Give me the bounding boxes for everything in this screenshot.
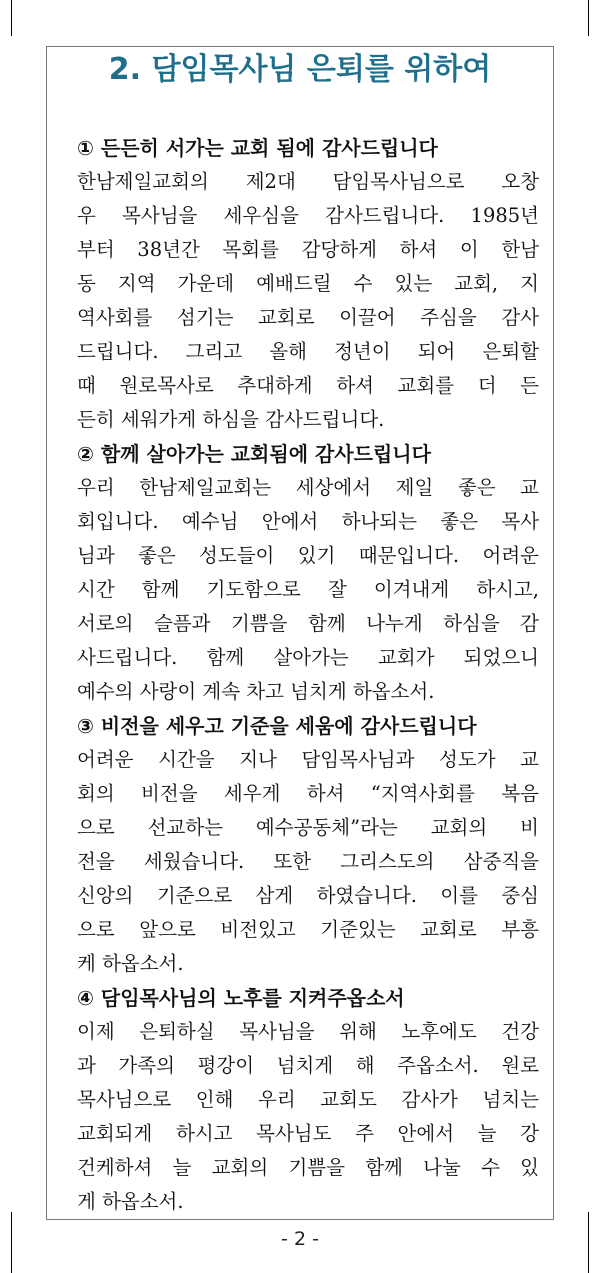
section-heading: ① 든든히 서가는 교회 됨에 감사드립니다: [77, 136, 438, 160]
text-line: 어려운 시간을 지나 담임목사님과 성도가 교: [77, 748, 539, 771]
text-line: 케 하옵소서.: [77, 952, 184, 975]
text-line: 회입니다. 예수님 안에서 하나되는 좋은 목사: [77, 510, 539, 533]
text-line: 우 목사님을 세우심을 감사드립니다. 1985년: [77, 204, 539, 227]
text-line: 님과 좋은 성도들이 있기 때문입니다. 어려운: [77, 544, 539, 567]
prayer-content: [77, 131, 539, 1219]
section-paragraph: [77, 1015, 539, 1219]
section-1: [77, 131, 539, 437]
section-paragraph: [77, 471, 539, 709]
text-line: 동 지역 가운데 예배드릴 수 있는 교회, 지: [77, 272, 539, 295]
text-line: 부터 38년간 목회를 감당하게 하셔 이 한남: [77, 238, 539, 261]
crop-mark-top-right: [588, 0, 589, 36]
text-line: 목사님으로 인해 우리 교회도 감사가 넘치는: [77, 1088, 539, 1111]
text-line: 과 가족의 평강이 넘치게 해 주옵소서. 원로: [77, 1054, 539, 1077]
text-line: 으로 앞으로 비전있고 기준있는 교회로 부흥: [77, 918, 539, 941]
text-line: 서로의 슬픔과 기쁨을 함께 나누게 하심을 감: [77, 612, 539, 635]
section-4: [77, 981, 539, 1219]
text-line: 게 하옵소서.: [77, 1190, 184, 1213]
text-line: 든히 세워가게 하심을 감사드립니다.: [77, 408, 385, 431]
section-paragraph: [77, 743, 539, 981]
text-line: 때 원로목사로 추대하게 하셔 교회를 더 든: [77, 374, 539, 397]
text-line: 시간 함께 기도함으로 잘 이겨내게 하시고,: [77, 578, 539, 601]
page-title: 2. 담임목사님 은퇴를 위하여: [108, 52, 492, 87]
text-line: 사드립니다. 함께 살아가는 교회가 되었으니: [77, 646, 539, 669]
text-line: 교회되게 하시고 목사님도 주 안에서 늘 강: [77, 1122, 539, 1145]
section-heading: ② 함께 살아가는 교회됨에 감사드립니다: [77, 442, 431, 466]
section-3: [77, 709, 539, 981]
text-line: 드립니다. 그리고 올해 정년이 되어 은퇴할: [77, 340, 539, 363]
text-line: 으로 선교하는 예수공동체”라는 교회의 비: [77, 816, 539, 839]
crop-mark-top-left: [11, 0, 12, 36]
text-line: 회의 비전을 세우게 하셔 “지역사회를 복음: [77, 782, 539, 805]
page-frame: [46, 46, 554, 1220]
text-line: 신앙의 기준으로 삼게 하였습니다. 이를 중심: [77, 884, 539, 907]
text-line: 전을 세웠습니다. 또한 그리스도의 삼중직을: [77, 850, 539, 873]
section-heading: ③ 비전을 세우고 기준을 세움에 감사드립니다: [77, 714, 477, 738]
section-paragraph: [77, 165, 539, 437]
text-line: 예수의 사랑이 계속 차고 넘치게 하옵소서.: [77, 680, 435, 703]
text-line: 이제 은퇴하실 목사님을 위해 노후에도 건강: [77, 1020, 539, 1043]
text-line: 우리 한남제일교회는 세상에서 제일 좋은 교: [77, 476, 539, 499]
text-line: 역사회를 섬기는 교회로 이끌어 주심을 감사: [77, 306, 539, 329]
section-2: [77, 437, 539, 709]
section-heading: ④ 담임목사님의 노후를 지켜주옵소서: [77, 986, 405, 1010]
text-line: 건케하셔 늘 교회의 기쁨을 함께 나눌 수 있: [77, 1156, 539, 1179]
text-line: 한남제일교회의 제2대 담임목사님으로 오창: [77, 170, 539, 193]
page-number: - 2 -: [281, 1228, 319, 1250]
